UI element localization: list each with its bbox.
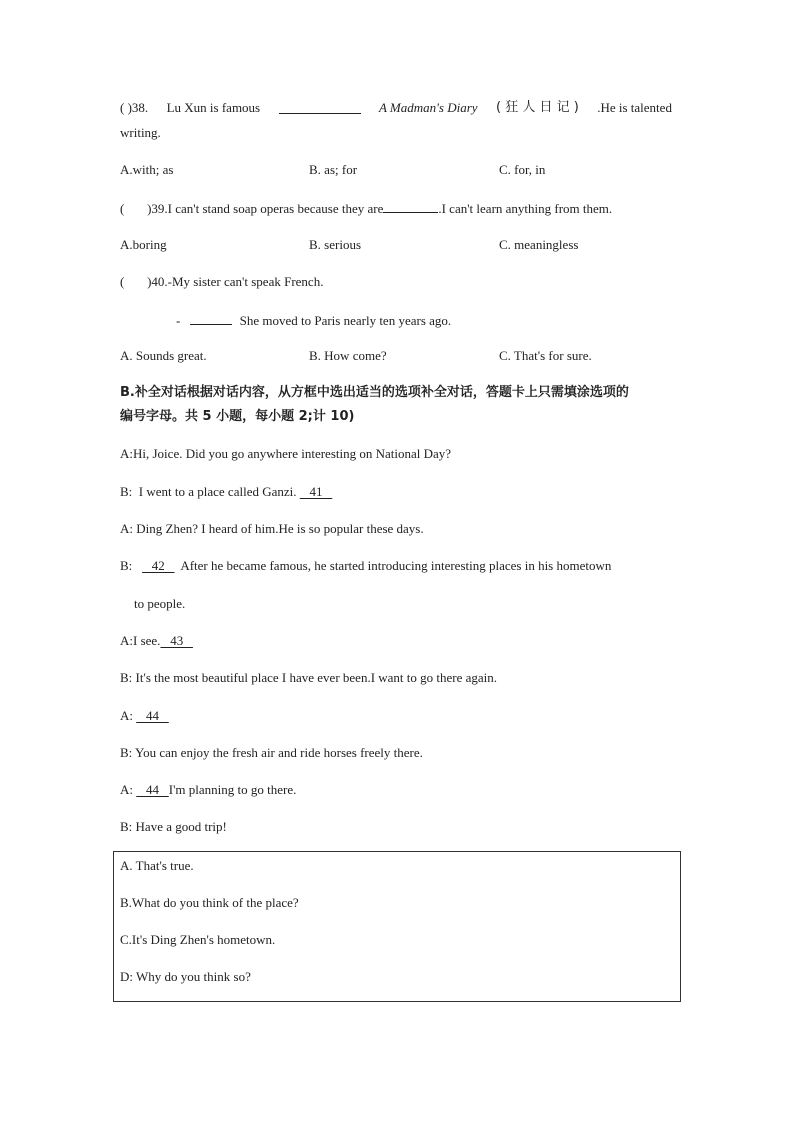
q40-reply-dash: - [176,313,181,328]
dialogue-line-7 [120,670,497,686]
dialogue-line-5 [134,596,185,612]
dialogue-text: A:I see. [120,633,161,648]
q39-option-c[interactable]: C. meaningless [499,237,579,252]
q40-reply-text: She moved to Paris nearly ten years ago. [239,313,452,328]
q39-option-b[interactable]: B. serious [309,237,361,252]
q38-option-a[interactable]: A.with; as [120,162,174,177]
dialogue-text: to people. [134,596,186,611]
q38-line2: writing. [120,125,161,140]
blank-42[interactable]: 42 [142,558,175,573]
q39-option-a[interactable]: A.boring [120,237,167,252]
dialogue-text: B: I went to a place called Ganzi. [120,484,300,499]
q39-number: ( )39. [120,201,168,216]
dialogue-line-1 [120,446,451,462]
dialogue-line-8 [120,708,169,724]
blank-45[interactable]: 44 [136,782,169,797]
dialogue-text: After he became famous, he started introducing interesting places in his hometown [174,558,612,573]
dialogue-text: A: [120,708,137,723]
q38-cn: ( 狂 人 日 记 ) [495,100,579,115]
section-b-heading-line1: B.补全对话根据对话内容，从方框中选出适当的选项补全对话，答题卡上只需填涂选项的 [120,385,629,400]
choices-box [113,851,681,1002]
q38-text-a: Lu Xun is famous [166,100,261,115]
dialogue-text: B: [120,558,143,573]
dialogue-line-10 [120,782,296,798]
dialogue-text: B: It's the most beautiful place I have ever been.I want to go there again. [120,670,498,685]
blank-44[interactable]: 44 [136,708,169,723]
q38-title: A Madman's Diary [378,100,478,115]
q40-text: -My sister can't speak French. [167,274,324,289]
dialogue-text: B: Have a good trip! [120,819,227,834]
choice-d[interactable]: D: Why do you think so? [120,969,251,984]
q38-blank[interactable] [279,100,361,114]
q39-line [120,199,612,217]
q38-text-b: .He is talented [597,100,672,115]
q40-option-c[interactable]: C. That's for sure. [499,348,592,363]
dialogue-line-2 [120,484,332,500]
q38-line1 [120,100,672,116]
q39-text-b: .I can't learn anything from them. [438,201,613,216]
dialogue-line-3 [120,521,424,537]
dialogue-text: A: [120,782,137,797]
dialogue-text: I'm planning to go there. [168,782,297,797]
dialogue-line-4 [120,558,611,574]
q39-blank[interactable] [383,199,438,213]
dialogue-line-9 [120,745,423,761]
dialogue-text: A: Ding Zhen? I heard of him.He is so popular these days. [120,521,424,536]
dialogue-line-6 [120,633,193,649]
dialogue-text: A:Hi, Joice. Did you go anywhere interesting on National Day? [120,446,452,461]
blank-43[interactable]: 43 [160,633,193,648]
q40-reply [176,311,451,329]
q40-option-a[interactable]: A. Sounds great. [120,348,207,363]
q39-text-a: I can't stand soap operas because they are [167,201,384,216]
q40-option-b[interactable]: B. How come? [309,348,387,363]
blank-41[interactable]: 41 [299,484,333,499]
choice-a[interactable]: A. That's true. [120,858,194,873]
q38-option-c[interactable]: C. for, in [499,162,546,177]
q38-option-b[interactable]: B. as; for [309,162,358,177]
q40-number: ( )40. [120,274,168,289]
q38-number: ( )38. [120,100,149,115]
dialogue-text: B: You can enjoy the fresh air and ride horses freely there. [120,745,423,760]
choice-c[interactable]: C.It's Ding Zhen's hometown. [120,932,276,947]
dialogue-line-11 [120,819,227,835]
choice-b[interactable]: B.What do you think of the place? [120,895,299,910]
q40-blank[interactable] [190,311,232,325]
q40-line [120,274,323,290]
section-b-heading-line2: 编号字母。共 5 小题，每小题 2;计 10) [120,409,355,424]
